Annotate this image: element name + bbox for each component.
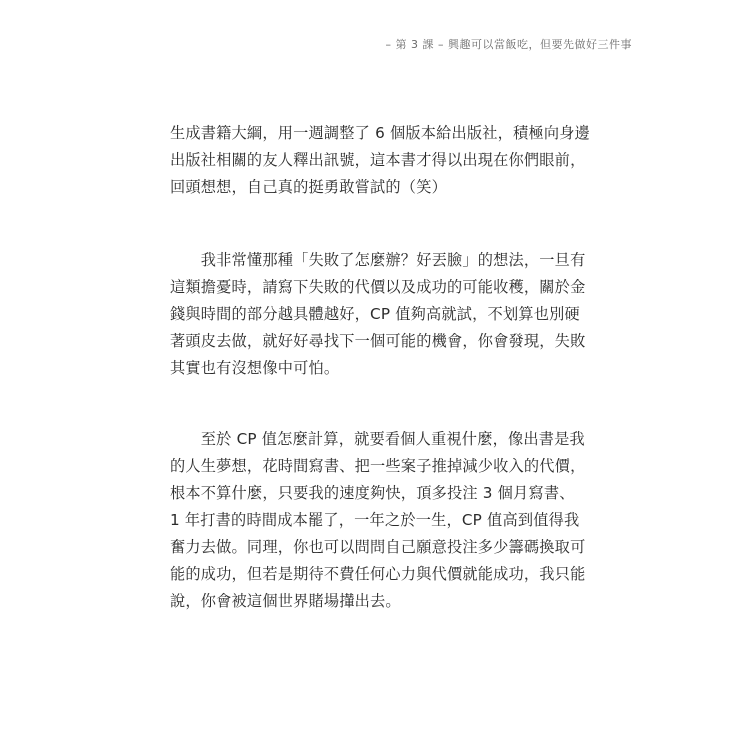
paragraph-1	[170, 120, 590, 201]
text-line: 我非常懂那種「失敗了怎麼辦？好丟臉」的想法，一旦有	[170, 251, 586, 269]
text-line: 能的成功，但若是期待不費任何心力與代價就能成功，我只能	[170, 565, 586, 583]
text-line: 奮力去做。同理，你也可以問問自己願意投注多少籌碼換取可	[170, 538, 586, 556]
text-line: 的人生夢想，花時間寫書、把一些案子推掉減少收入的代價，	[170, 457, 586, 475]
text-line: 其實也有沒想像中可怕。	[170, 359, 340, 377]
paragraph-2	[170, 247, 590, 382]
running-header: – 第 3 課 – 興趣可以當飯吃，但要先做好三件事	[385, 38, 632, 51]
text-line: 1 年打書的時間成本罷了，一年之於一生，CP 值高到值得我	[170, 511, 580, 529]
text-line: 生成書籍大綱，用一週調整了 6 個版本給出版社，積極向身邊	[170, 124, 590, 142]
text-line: 回頭想想，自己真的挺勇敢嘗試的（笑）	[170, 178, 447, 196]
paragraph-3	[170, 426, 590, 615]
text-line: 至於 CP 值怎麼計算，就要看個人重視什麼，像出書是我	[170, 430, 585, 448]
text-line: 說，你會被這個世界賭場攆出去。	[170, 592, 401, 610]
text-line: 根本不算什麼，只要我的速度夠快，頂多投注 3 個月寫書、	[170, 484, 575, 502]
body-text	[170, 120, 590, 615]
text-line: 錢與時間的部分越具體越好，CP 值夠高就試，不划算也別硬	[170, 305, 580, 323]
text-line: 這類擔憂時，請寫下失敗的代價以及成功的可能收穫，關於金	[170, 278, 586, 296]
text-line: 出版社相關的友人釋出訊號，這本書才得以出現在你們眼前，	[170, 151, 586, 169]
text-line: 著頭皮去做，就好好尋找下一個可能的機會，你會發現，失敗	[170, 332, 586, 350]
